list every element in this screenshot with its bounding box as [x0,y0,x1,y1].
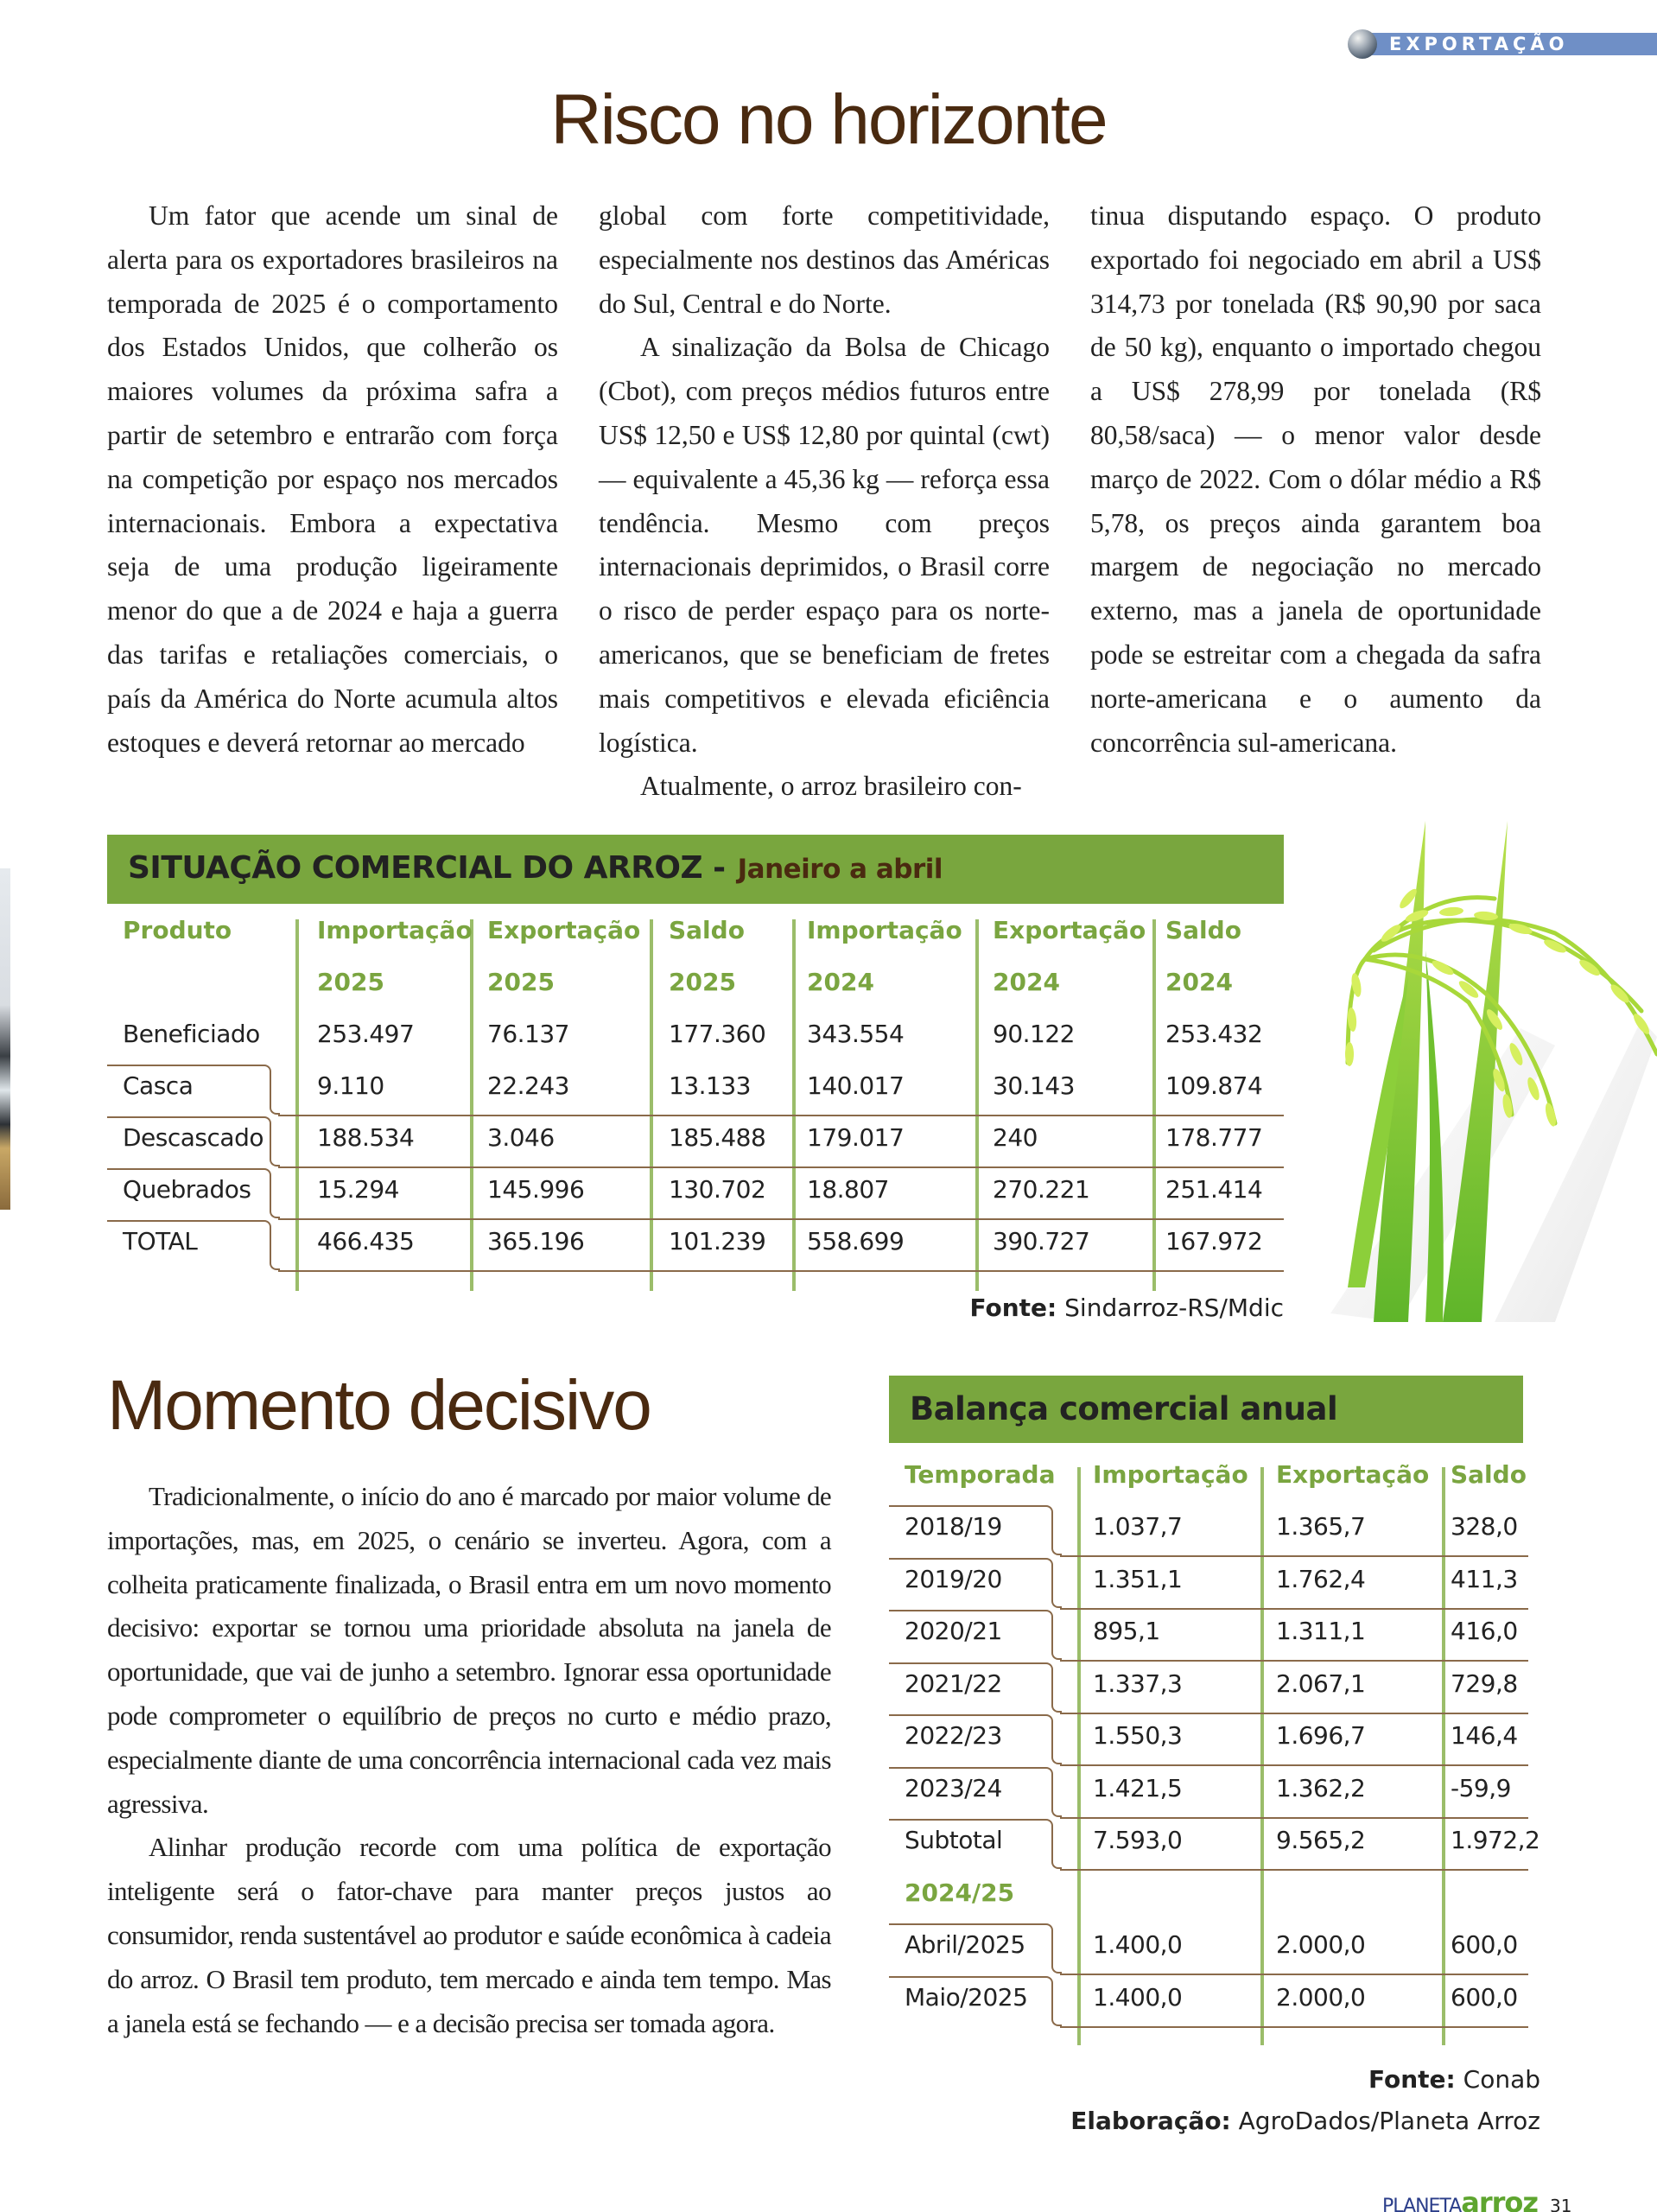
table-cell: 270.221 [993,1175,1090,1204]
table-cell: 1.311,1 [1276,1617,1366,1645]
table-cell: 179.017 [807,1123,905,1152]
table-cell: 253.497 [317,1020,415,1048]
column-header: Importação [1093,1460,1248,1489]
table1-title-text: SITUAÇÃO COMERCIAL DO ARROZ - [128,850,726,886]
article-column-1 [107,194,558,765]
table-cell: 1.400,0 [1093,1982,1183,2012]
table-cell: 251.414 [1165,1175,1263,1204]
table-cell: 178.777 [1165,1123,1263,1152]
adjacent-page-photo [0,868,10,1210]
row-label: Casca [123,1071,194,1100]
row-tab-decoration [270,1251,280,1270]
section-tag [1348,29,1657,59]
article2-title: Momento decisivo [107,1366,651,1445]
table-cell: 18.807 [807,1175,889,1204]
table-cell: 90.122 [993,1020,1075,1048]
row-tab-decoration [889,1819,1053,1853]
column-divider [792,919,796,1291]
row-divider [278,1218,1284,1220]
row-divider [1060,1817,1528,1819]
table-cell: 167.972 [1165,1227,1263,1255]
table-cell: 1.696,7 [1276,1721,1366,1750]
row-divider [1060,1608,1528,1610]
table-cell: 729,8 [1451,1669,1518,1698]
table-cell: 1.421,5 [1093,1773,1183,1802]
table-cell: 140.017 [807,1071,905,1100]
table-cell: 13.133 [669,1071,751,1100]
row-label: Abril/2025 [905,1930,1025,1959]
article2-body [107,1475,831,2045]
row-tab-decoration [1051,1745,1062,1764]
row-label: Beneficiado [123,1020,260,1048]
column-divider [1442,1467,1445,2045]
table-cell: 3.046 [487,1123,555,1152]
row-divider [278,1270,1284,1272]
table1-source [970,1294,1285,1322]
table1-title-bar [107,835,1284,904]
table-cell: 558.699 [807,1227,905,1255]
table-cell: -59,9 [1451,1773,1511,1802]
row-tab-decoration [270,1096,280,1115]
table-cell: 9.110 [317,1071,384,1100]
table-cell: 101.239 [669,1227,766,1255]
table-cell: 1.351,1 [1093,1564,1183,1593]
row-tab-decoration [889,1505,1053,1540]
row-tab-decoration [1051,1641,1062,1660]
row-label: TOTAL [123,1227,198,1255]
table-cell: 145.996 [487,1175,585,1204]
column-divider [1260,1467,1264,2045]
table-cell: 2.000,0 [1276,1930,1366,1959]
table-cell: 1.337,3 [1093,1669,1183,1698]
elaboration-value: AgroDados/Planeta Arroz [1238,2107,1540,2135]
article-column-3 [1090,194,1541,765]
elaboration-label: Elaboração: [1070,2107,1231,2135]
table-cell: 15.294 [317,1175,399,1204]
row-label: 2020/21 [905,1617,1002,1645]
table-cell: 2.000,0 [1276,1982,1366,2012]
paragraph: A sinalização da Bolsa de Chicago (Cbot), com preços médios futuros entre US$ 12,50 e US$ 12,80 por quintal (cwt) — equivalente a 45,36 kg — reforça essa tendência. Mesmo com preços internacionais deprimidos, o Brasil corre o risco de perder espaço para os norte-americanos, que se beneficiam de fretes mais competitivos e elevada eficiência logística. [599,332,1050,758]
row-tab-decoration [107,1116,271,1151]
row-tab-decoration [107,1220,271,1255]
row-label: 2023/24 [905,1773,1002,1802]
table-cell: 109.874 [1165,1071,1263,1100]
row-divider [1060,2026,1528,2028]
table-cell: 177.360 [669,1020,766,1048]
column-header: 2024 [1165,968,1233,996]
table-cell: 1.037,7 [1093,1512,1183,1541]
row-label: Descascado [123,1123,263,1152]
column-header: 2025 [487,968,555,996]
rice-plant-illustration [1296,804,1657,1322]
column-divider [650,919,653,1291]
article-column-2 [599,194,1050,809]
table-cell: 895,1 [1093,1617,1160,1645]
row-label: 2019/20 [905,1564,1002,1593]
table-cell: 390.727 [993,1227,1090,1255]
table-cell: 1.550,3 [1093,1721,1183,1750]
table1-title [128,850,943,886]
column-divider [1152,919,1156,1291]
row-tab-decoration [1051,1955,1062,1974]
page-number: 31 [1549,2196,1572,2212]
row-label: 2018/19 [905,1512,1002,1541]
row-tab-decoration [889,1923,1053,1958]
table2-title: Balança comercial anual [910,1390,1338,1427]
trade-situation-table [107,916,1284,1279]
row-divider [1060,1764,1528,1766]
table-cell: 416,0 [1451,1617,1518,1645]
table-cell: 76.137 [487,1020,569,1048]
footer [1382,2186,1571,2212]
article-title: Risco no horizonte [550,80,1107,159]
table-cell: 365.196 [487,1227,585,1255]
column-header: Exportação [993,916,1146,944]
table2-elaboration [1070,2107,1540,2135]
column-header: Saldo [1165,916,1241,944]
row-tab-decoration [889,1976,1053,2011]
row-tab-decoration [1051,2007,1062,2026]
paragraph: global com forte competitividade, especialmente nos destinos das Américas do Sul, Central e do Norte. [599,200,1050,319]
table-cell: 343.554 [807,1020,905,1048]
annual-trade-balance-table [889,1460,1546,2039]
row-divider [1060,1660,1528,1662]
row-tab-decoration [270,1199,280,1218]
table1-subtitle: Janeiro a abril [737,854,943,885]
row-tab-decoration [107,1065,271,1099]
row-label: 2022/23 [905,1721,1002,1750]
row-tab-decoration [1051,1536,1062,1555]
column-divider [470,919,473,1291]
table-cell: 130.702 [669,1175,766,1204]
table-cell: 1.362,2 [1276,1773,1366,1802]
row-divider [1060,1555,1528,1557]
table-cell: 1.762,4 [1276,1564,1366,1593]
table-cell: 411,3 [1451,1564,1518,1593]
column-header: Exportação [1276,1460,1430,1489]
column-header: 2025 [317,968,384,996]
paragraph: Um fator que acende um sinal de alerta para os exportadores brasileiros na temporada de 2025 é o comportamento dos Estados Unidos, que colherão os maiores volumes da próxima safra a partir de setembro e entrarão com força na competição por espaço nos mercados internacionais. Embora a expectativa seja de uma produção ligeiramente menor do que a de 2024 e haja a guerra das tarifas e retaliações comerciais, o país da América do Norte acumula altos estoques e deverá retornar ao mercado [107,200,558,758]
column-header: Saldo [1451,1460,1527,1489]
source-label: Fonte: [969,1294,1057,1322]
group-header: 2024/25 [905,1878,1015,1907]
row-divider [278,1115,1284,1116]
column-divider [295,919,299,1291]
row-tab-decoration [1051,1694,1062,1713]
globe-icon [1348,29,1377,59]
table-cell: 253.432 [1165,1020,1263,1048]
row-tab-decoration [889,1767,1053,1802]
row-tab-decoration [889,1662,1053,1697]
table2-source [1368,2065,1540,2094]
row-tab-decoration [1051,1589,1062,1608]
column-header: Saldo [669,916,745,944]
source-value: Conab [1463,2065,1540,2094]
table-cell: 1.972,2 [1451,1826,1540,1854]
table-cell: 7.593,0 [1093,1826,1183,1854]
paragraph: Tradicionalmente, o início do ano é marcado por maior volume de importações, mas, em 2025, o cenário se inverteu. Agora, com a colheita praticamente finalizada, o Brasil entra em um novo momento decisivo: exportar se tornou uma prioridade absoluta na janela de oportunidade, que vai de junho a setembro. Ignorar essa oportunidade pode comprometer o equilíbrio de preços no curto e médio prazo, especialmente diante de uma concorrência internacional cada vez mais agressiva. [107,1481,831,1819]
table-cell: 185.488 [669,1123,766,1152]
table-cell: 600,0 [1451,1930,1518,1959]
column-header: Temporada [905,1460,1056,1489]
row-tab-decoration [1051,1850,1062,1869]
column-header: 2025 [669,968,736,996]
column-divider [975,919,979,1291]
row-tab-decoration [889,1714,1053,1749]
row-tab-decoration [270,1147,280,1166]
source-label: Fonte: [1368,2065,1456,2094]
table-cell: 1.365,7 [1276,1512,1366,1541]
table-cell: 9.565,2 [1276,1826,1366,1854]
paragraph: Alinhar produção recorde com uma política de exportação inteligente será o fator-chave para manter preços justos ao consumidor, renda sustentável ao produtor e saúde econômica à cadeia do arroz. O Brasil tem produto, tem mercado e ainda tem tempo. Mas a janela está se fechando — e a decisão precisa ser tomada agora. [107,1832,831,2038]
row-divider [278,1166,1284,1168]
row-label: Quebrados [123,1175,251,1204]
table-cell: 240 [993,1123,1038,1152]
column-header: 2024 [807,968,874,996]
row-divider [1060,1974,1528,1975]
section-label: EXPORTAÇÃO [1389,34,1569,54]
paragraph: Atualmente, o arroz brasileiro con- [640,771,1022,802]
table-cell: 328,0 [1451,1512,1518,1541]
table-cell: 22.243 [487,1071,569,1100]
table2-title-bar [889,1376,1523,1443]
column-header: 2024 [993,968,1060,996]
magazine-logo-part2: arroz [1461,2186,1538,2212]
row-tab-decoration [1051,1798,1062,1817]
table-cell: 146,4 [1451,1721,1518,1750]
table-cell: 188.534 [317,1123,415,1152]
row-label: Subtotal [905,1826,1003,1854]
table-cell: 2.067,1 [1276,1669,1366,1698]
row-label: 2021/22 [905,1669,1002,1698]
row-tab-decoration [889,1558,1053,1592]
column-header: Produto [123,916,232,944]
column-header: Importação [807,916,962,944]
magazine-logo-part1: PLANETA [1382,2196,1462,2212]
source-value: Sindarroz-RS/Mdic [1064,1294,1284,1322]
table-cell: 466.435 [317,1227,415,1255]
table-cell: 1.400,0 [1093,1930,1183,1959]
column-header: Importação [317,916,473,944]
table-cell: 600,0 [1451,1982,1518,2012]
row-divider [1060,1713,1528,1714]
row-tab-decoration [107,1168,271,1203]
column-header: Exportação [487,916,641,944]
paragraph: tinua disputando espaço. O produto exportado foi negociado em abril a US$ 314,73 por tonelada (R$ 90,90 por saca de 50 kg), enquanto o importado chegou a US$ 278,99 por tonelada (R$ 80,58/saca) — o menor valor desde março de 2022. Com o dólar médio a R$ 5,78, os preços ainda garantem boa margem de negociação no mercado externo, mas a janela de oportunidade pode se estreitar com a chegada da safra norte-americana e o aumento da concorrência sul-americana. [1090,200,1541,758]
table-cell: 30.143 [993,1071,1075,1100]
row-label: Maio/2025 [905,1982,1028,2012]
column-divider [1077,1467,1081,2045]
row-tab-decoration [889,1610,1053,1644]
row-divider [1060,1869,1528,1871]
